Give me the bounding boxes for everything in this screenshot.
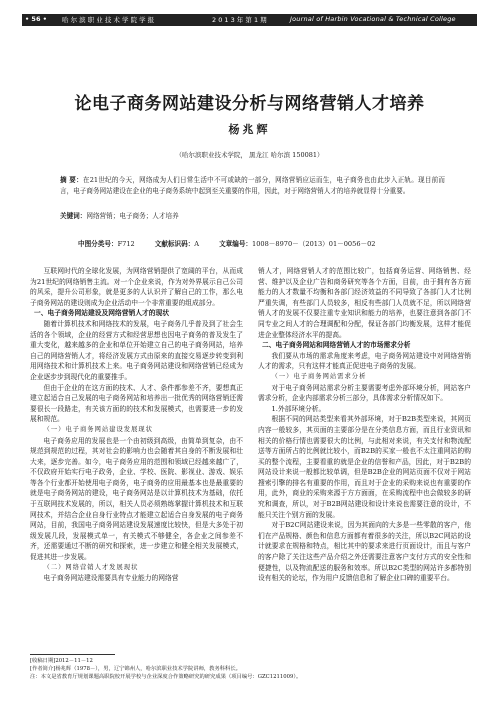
section-heading: 一、电子商务网站建设及网络营销人才的现状 [34,309,170,318]
keywords-text: 网络营销；电子商务；人才培养 [86,212,179,220]
doc-label: 文献标识码： [154,240,195,248]
body-paragraph: 我们要从市场的需求角度来考虑，电子商务网站建设中对网络营销人才的需求，只有这样才能真正促进电子商务的发展。 [258,351,471,371]
body-paragraph: 电子商务网站建设需要具有专业能力的网络营 [43,574,179,583]
article-value: 1008－8970－（2013）01－0056－02 [252,240,376,248]
footnotes [30,657,470,681]
footnote-divider [30,654,115,655]
body-paragraph: 但由于企业的在这方面的技术、人才、条件都参差不齐，要想真正建立起适合自己发展的电子商务网站和培养出一批优秀的网络营销还需要很长一段路走，有关该方面的的技术和发展模式，也需要进一步的发展和规范。 [30,383,243,424]
article-title: 论电子商务网站建设分析与网络营销人才培养 [74,94,425,114]
article-number [219,238,375,248]
subsection-heading: （一）电子商务网站需求分析 [271,372,367,380]
author-affiliation: （哈尔滨职业技术学院， 黑龙江 哈尔滨 150081） [175,151,324,159]
body-column-left [30,266,243,584]
body-paragraph: 对于B2C网站建设来说，因为其面向的大多是一些零散的客户，他们在产品规格、颜色和信息方面都有着很多的关注，所以B2C网站的设计就要求在规格和特点，相比其中的要求来进行页面设计，而且与客户的客户除了关注这些产品介绍之外还需要注意客户支付方式的安全性和便捷性，以及物流配送的服务和效率。所以B2C类型的网站许多都特别设有相关的论坛，作为用户反馈信息和了解企业口碑的重要平台。 [258,521,471,583]
journal-name-cn: 哈 尔 滨 职 业 技 术 学 院 学 报 [62,16,155,24]
footnote-line: [作者简介]杨兆辉（1978－），男，辽宁锦州人，哈尔滨职业技术学院讲师，教务科科长。 [30,666,241,672]
article-label: 文章编号： [219,240,253,248]
abstract [60,175,445,197]
body-paragraph: 电子商务应用的发展也是一个由初级到高级，由简单到复杂，由不规范到规范的过程，其对社会的影响力也会随着其自身的不断发展和壮大来，逐步完善。如今，电子商务应用的范围和领域已经越来越广了，不仅政府开始实行电子政务，企业、学校、医院、影视业、游戏、娱乐等各个行业都开始使用电子商务，电子商务的应用最基本也是最重要的就是电子商务网站的建设，电子商务网站是以计算机技术为基础，依托于互联网技术发展的，所以，相关人员必须熟练掌握计算机技术和互联网技术，并结合企业自身行业特点才能建立起适合自身发展的电子商务网站，目前，我国电子商务网站建设发展速度比较快，但是大多处于初级发展几段，发展模式单一，有关模式不够健全，各企业之间参差不齐，还需要通过不断的研究和探索，进一步建立和健全相关发展模式，促进其进一步发展。 [30,436,243,562]
doc-code [155,238,199,248]
journal-issue: 2 0 1 3 年 第 1 期 [212,16,267,24]
body-paragraph: 随着计算机技术和网络技术的发展，电子商务几乎普及到了社会生活的各个领域，企业的经营方式和经营思想也因电子商务的普及发生了重大变化，越来越多的企业和单位开始建立自己的电子商务网站，培养自己的网络营销人才，将经济发展方式由原来的直接交易逐步转变到利用网络技术和计算机技术上来。电子商务网站建设和网络营销已经成为企业逐步步到现代化的重要推手。 [30,319,243,381]
classification-line [78,238,458,248]
subsection-heading: （二）网络营销人才发展现状 [43,563,139,571]
body-paragraph: 对于电子商务网站需求分析主要需要考虑外部环境分析，网站客户需求分析，企业内部需求分析三部分，具体需求分析情况如下。 [258,383,471,403]
body-column-right [258,266,471,584]
keywords [60,210,445,220]
subsection-heading: （一）电子商务网站建设发展现状 [43,425,153,433]
section-heading: 二、电子商务网站和网络营销人才的市场需求分析 [262,341,411,350]
body-paragraph: 根据不同的网站类型来看其外部环境，对于B2B类型来说，其网页内容一般较多，其页面的主要部分是在分类信息方面，而且行业资讯和相关的价格行情也需要很大的比例，与此相对来说，有关支付和物流配送等方面所占的比例就比较小，而B2B的买家一般也不太注重网站的购买的整个流程，主要看重的就是企业的信誉和产品，因此，对于B2B的网站设计来说一般都比较单调，但是B2B企业的网站页面不仅对于网站搜索引擎的排名有重要的作用，而且对于企业的采购来说也有重要的作用，此外，商业的采购来源于方方面面，在采购流程中也会做较多的研究和调查，所以，对于B2B网站建设和设计来说也需要注意的设计，不能只关注个别方面的发展。 [258,415,471,519]
clc-value: F712 [117,240,135,248]
clc-number [78,238,135,248]
clc-label: 中图分类号： [78,240,118,248]
body-paragraph: 互联网时代的全球化发展，为网络营销提供了宽阔的平台，从而成为21世纪的网络销售主流。对一个企业来说，作为对外界展示自己公司的风采，提升公司形象，就是更多的人认识并了解自己的工作，那么电子商务网站的建设则成为企业活动中一个非常重要的组成部分。 [30,267,243,307]
abstract-label: 摘 要： [60,176,83,184]
keywords-label: 关键词： [60,212,87,220]
body-paragraph: 1.外部环境分析。 [271,404,326,413]
footnote-line: 注：本文是省教育厅规划课题高职院校开展学校与企业深度合作策略研究的研究成果（项目编号：GZC1211009）。 [30,674,302,680]
journal-name-en: Journal of Harbin Vocational & Technical College [290,15,456,23]
article-author: 杨兆辉 [228,123,271,136]
abstract-text: 在21世纪的今天，网络成为人们日常生活中不可或缺的一部分，网络营销应运而生，电子商务也由此步入正轨。现目前而言，电子商务网站建设在企业的电子商务系统中起到至关重要的作用，因此，对于网络营销人才的培养就显得十分重要。 [60,176,446,195]
body-paragraph: 销人才，网络营销人才的范围比较广，包括商务运营、网络销售、经营、维护以及企业广告和商务研究等各个方面，目前，由于拥有各方面能力的人才数量不均衡和各部门经济效益的不同导致了各部门人才比例严重失调，有些部门人员较多，相反有些部门人员就不足，所以网络营销人才的发展不仅要注重专业知识和能力的培养，也要注意到各部门不同专业之间人才的合理调配和分配，保证各部门均衡发展，这样才能促进企业整体经济水平的提高。 [258,267,471,339]
doc-value: A [194,240,200,248]
running-header [22,14,477,26]
footnote-line: [收稿日期]2012－11－12 [30,658,93,664]
page-number: • 56 • [25,15,47,23]
